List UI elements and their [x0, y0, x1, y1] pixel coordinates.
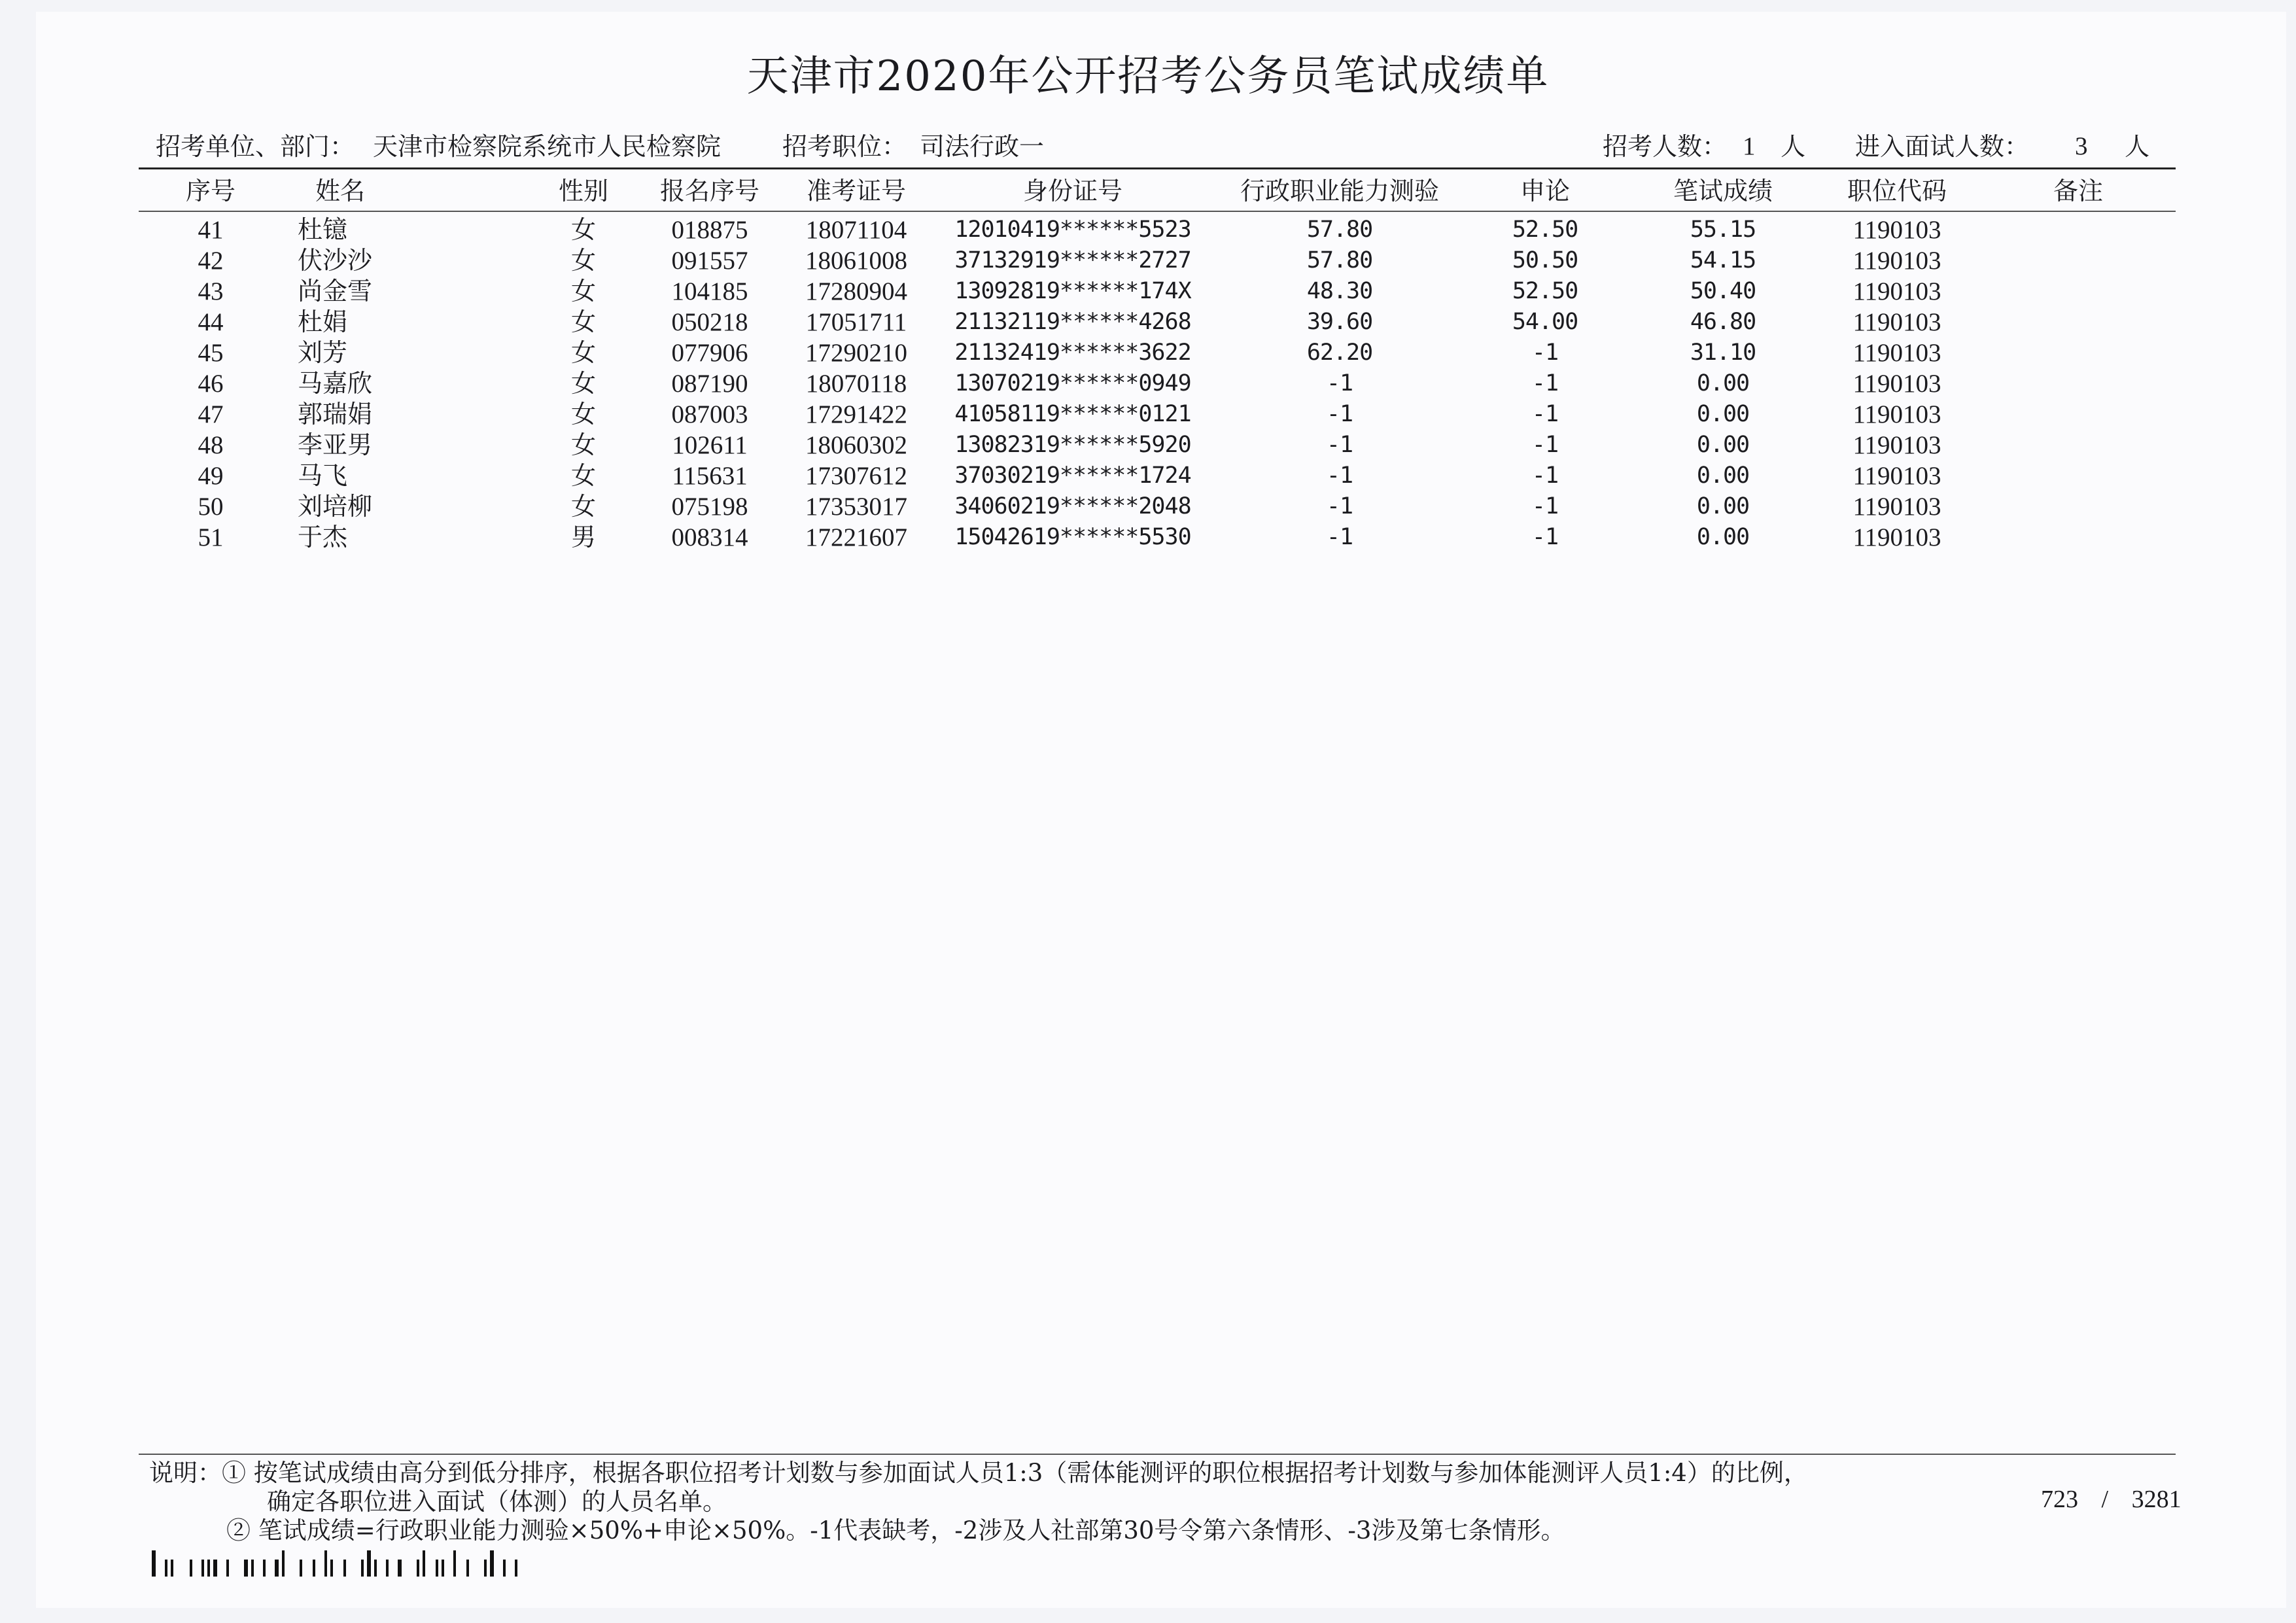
cell-gender: 女 — [570, 430, 596, 459]
cell-remark — [2029, 491, 2127, 522]
cell-xingce: 57.80 — [1306, 217, 1373, 243]
cell-reg-no: 091557 — [671, 247, 748, 275]
header-seq: 序号 — [185, 177, 235, 205]
cell-xingce: -1 — [1326, 524, 1353, 550]
cell-id-no: 37030219******1724 — [954, 462, 1191, 489]
cell-xingce: 48.30 — [1306, 278, 1373, 304]
cell-pos-code: 1190103 — [1852, 308, 1941, 336]
barcode-bar — [436, 1560, 438, 1577]
cell-xingce: -1 — [1326, 401, 1353, 427]
cell-gender: 女 — [570, 492, 596, 521]
table-row — [0, 491, 2296, 522]
barcode-bar — [453, 1550, 456, 1577]
cell-id-no: 37132919******2727 — [954, 247, 1191, 273]
page-title: 天津市2020年公开招考公务员笔试成绩单 — [746, 52, 1550, 101]
barcode-bar — [466, 1560, 469, 1577]
barcode-bar — [244, 1560, 248, 1577]
unit-label: 招考单位、部门： — [156, 132, 355, 161]
barcode-bar — [207, 1560, 210, 1577]
cell-shenlun: 52.50 — [1512, 217, 1578, 243]
recruit-count-label: 招考人数： — [1603, 132, 1728, 161]
cell-total: 54.15 — [1690, 247, 1756, 273]
table-header — [0, 173, 2296, 209]
cell-seq: 47 — [198, 400, 224, 428]
cell-pos-code: 1190103 — [1852, 493, 1941, 521]
cell-remark — [2029, 215, 2127, 245]
cell-id-no: 13070219******0949 — [954, 370, 1191, 396]
cell-ticket-no: 17353017 — [805, 493, 907, 521]
barcode-bar — [423, 1550, 425, 1577]
table-row — [0, 307, 2296, 338]
cell-name: 杜镱 — [298, 215, 348, 244]
note-line-3: ② 笔试成绩=行政职业能力测验×50%+申论×50%。-1代表缺考，-2涉及人社部第30号令第六条情形、-3涉及第七条情形。 — [226, 1516, 1565, 1544]
cell-name: 于杰 — [298, 523, 348, 551]
header-xingce: 行政职业能力测验 — [1240, 177, 1439, 205]
barcode-bar — [367, 1550, 371, 1577]
table-row — [0, 399, 2296, 430]
cell-gender: 女 — [570, 277, 596, 305]
barcode-bar — [152, 1550, 156, 1577]
table-row — [0, 461, 2296, 491]
header-total: 笔试成绩 — [1673, 177, 1773, 205]
header-pos-code: 职位代码 — [1847, 177, 1947, 205]
cell-ticket-no: 18070118 — [805, 370, 907, 398]
header-bottom-rule — [139, 211, 2176, 212]
barcode-bar — [201, 1560, 204, 1577]
cell-id-no: 21132419******3622 — [954, 340, 1191, 366]
cell-xingce: -1 — [1326, 493, 1353, 519]
cell-gender: 女 — [570, 307, 596, 336]
cell-remark — [2029, 430, 2127, 461]
cell-total: 46.80 — [1690, 309, 1756, 335]
barcode-bar — [275, 1560, 279, 1577]
cell-shenlun: -1 — [1531, 493, 1559, 519]
header-reg-no: 报名序号 — [659, 177, 759, 205]
cell-ticket-no: 17280904 — [805, 277, 907, 305]
notes — [149, 1459, 1808, 1545]
table-row — [0, 215, 2296, 245]
interview-unit: 人 — [2125, 132, 2150, 161]
cell-reg-no: 008314 — [671, 523, 748, 551]
cell-pos-code: 1190103 — [1852, 247, 1941, 275]
cell-reg-no: 104185 — [671, 277, 748, 305]
recruit-unit: 人 — [1781, 132, 1806, 161]
cell-name: 尚金雪 — [298, 277, 373, 305]
cell-seq: 49 — [198, 462, 224, 490]
cell-id-no: 34060219******2048 — [954, 493, 1191, 519]
cell-pos-code: 1190103 — [1852, 277, 1941, 305]
cell-reg-no: 087190 — [671, 370, 748, 398]
cell-xingce: 57.80 — [1306, 247, 1373, 273]
cell-gender: 女 — [570, 338, 596, 367]
cell-reg-no: 018875 — [671, 216, 748, 244]
cell-total: 0.00 — [1696, 432, 1750, 458]
cell-shenlun: 50.50 — [1512, 247, 1578, 273]
barcode-bar — [171, 1560, 173, 1577]
note-line-2: 确定各职位进入面试（体测）的人员名单。 — [267, 1488, 727, 1516]
cell-shenlun: -1 — [1531, 524, 1559, 550]
barcode-bar — [484, 1560, 487, 1577]
unit-value: 天津市检察院系统市人民检察院 — [373, 132, 722, 161]
notes-top-rule — [139, 1454, 2176, 1455]
cell-reg-no: 077906 — [671, 339, 748, 367]
cell-pos-code: 1190103 — [1852, 462, 1941, 490]
cell-xingce: 39.60 — [1306, 309, 1373, 335]
cell-gender: 女 — [570, 215, 596, 244]
header-shenlun: 申论 — [1520, 177, 1570, 205]
cell-seq: 45 — [198, 339, 224, 367]
cell-total: 0.00 — [1696, 493, 1750, 519]
barcode-bar — [374, 1560, 377, 1577]
barcode-bar — [165, 1560, 167, 1577]
cell-name: 刘芳 — [298, 338, 348, 367]
cell-remark — [2029, 399, 2127, 430]
cell-xingce: -1 — [1326, 370, 1353, 396]
cell-ticket-no: 17290210 — [805, 339, 907, 367]
cell-id-no: 15042619******5530 — [954, 524, 1191, 550]
table-row — [0, 245, 2296, 276]
cell-gender: 女 — [570, 246, 596, 275]
table-row — [0, 430, 2296, 461]
table-top-rule — [139, 167, 2176, 169]
barcode-bar — [343, 1560, 346, 1577]
barcode-bar — [313, 1560, 315, 1577]
note-line-1: 说明：① 按笔试成绩由高分到低分排序，根据各职位招考计划数与参加面试人员1:3（需体能测评的职位根据招考计划数与参加体能测评人员1:4）的比例， — [149, 1459, 1808, 1487]
header-gender: 性别 — [558, 177, 608, 205]
cell-pos-code: 1190103 — [1852, 400, 1941, 428]
barcode-image — [152, 1550, 583, 1577]
cell-ticket-no: 18060302 — [805, 431, 907, 459]
cell-remark — [2029, 276, 2127, 307]
cell-remark — [2029, 307, 2127, 338]
page-separator: / — [2101, 1486, 2109, 1513]
cell-shenlun: -1 — [1531, 462, 1559, 489]
cell-ticket-no: 17307612 — [805, 462, 907, 490]
cell-reg-no: 050218 — [671, 308, 748, 336]
cell-seq: 43 — [198, 277, 224, 305]
table-row — [0, 522, 2296, 553]
barcode-bar — [263, 1560, 266, 1577]
cell-remark — [2029, 368, 2127, 399]
cell-seq: 50 — [198, 493, 224, 521]
cell-name: 马飞 — [298, 461, 348, 490]
cell-shenlun: -1 — [1531, 340, 1559, 366]
cell-shenlun: 54.00 — [1512, 309, 1578, 335]
cell-seq: 44 — [198, 308, 224, 336]
page-total: 3281 — [2131, 1486, 2182, 1513]
barcode-bar — [361, 1560, 364, 1577]
cell-reg-no: 087003 — [671, 400, 748, 428]
header-id-no: 身份证号 — [1022, 177, 1122, 205]
cell-gender: 男 — [570, 523, 596, 551]
barcode-bar — [417, 1560, 419, 1577]
cell-total: 0.00 — [1696, 401, 1750, 427]
barcode-bar — [442, 1560, 444, 1577]
cell-shenlun: -1 — [1531, 370, 1559, 396]
cell-gender: 女 — [570, 369, 596, 398]
barcode-bar — [490, 1550, 494, 1577]
cell-id-no: 13082319******5920 — [954, 432, 1191, 458]
cell-gender: 女 — [570, 461, 596, 490]
cell-pos-code: 1190103 — [1852, 370, 1941, 398]
barcode-bar — [324, 1550, 327, 1577]
cell-total: 0.00 — [1696, 524, 1750, 550]
cell-gender: 女 — [570, 400, 596, 428]
barcode-bar — [226, 1560, 229, 1577]
cell-xingce: -1 — [1326, 432, 1353, 458]
cell-ticket-no: 18071104 — [805, 216, 907, 244]
cell-total: 0.00 — [1696, 370, 1750, 396]
barcode-bar — [300, 1560, 302, 1577]
cell-ticket-no: 17291422 — [805, 400, 907, 428]
cell-pos-code: 1190103 — [1852, 339, 1941, 367]
cell-seq: 42 — [198, 247, 224, 275]
cell-total: 55.15 — [1690, 217, 1756, 243]
position-value: 司法行政一 — [920, 132, 1045, 161]
cell-id-no: 12010419******5523 — [954, 217, 1191, 243]
cell-id-no: 13092819******174X — [954, 278, 1191, 304]
cell-seq: 41 — [198, 216, 224, 244]
barcode-bar — [251, 1560, 254, 1577]
cell-reg-no: 075198 — [671, 493, 748, 521]
cell-name: 刘培柳 — [298, 492, 373, 521]
cell-name: 马嘉欣 — [298, 369, 373, 398]
cell-seq: 51 — [198, 523, 224, 551]
interview-count: 3 — [2075, 132, 2088, 160]
barcode-bar — [515, 1560, 517, 1577]
cell-xingce: 62.20 — [1306, 340, 1373, 366]
barcode-bar — [213, 1560, 217, 1577]
header-name: 姓名 — [315, 177, 365, 205]
cell-ticket-no: 17051711 — [805, 308, 907, 336]
header-remark: 备注 — [2053, 177, 2103, 205]
recruit-count: 1 — [1743, 132, 1756, 160]
cell-id-no: 41058119******0121 — [954, 401, 1191, 427]
cell-total: 0.00 — [1696, 462, 1750, 489]
cell-remark — [2029, 245, 2127, 276]
cell-seq: 48 — [198, 431, 224, 459]
cell-remark — [2029, 461, 2127, 491]
table-row — [0, 276, 2296, 307]
cell-pos-code: 1190103 — [1852, 216, 1941, 244]
cell-shenlun: 52.50 — [1512, 278, 1578, 304]
table-row — [0, 338, 2296, 368]
cell-total: 31.10 — [1690, 340, 1756, 366]
cell-shenlun: -1 — [1531, 432, 1559, 458]
barcode-bar — [190, 1560, 192, 1577]
barcode-bar — [330, 1560, 333, 1577]
cell-reg-no: 102611 — [672, 431, 748, 459]
cell-id-no: 21132119******4268 — [954, 309, 1191, 335]
position-label: 招考职位： — [782, 132, 907, 161]
table-row — [0, 368, 2296, 399]
cell-remark — [2029, 338, 2127, 368]
page-number — [2041, 1485, 2182, 1514]
cell-xingce: -1 — [1326, 462, 1353, 489]
cell-ticket-no: 18061008 — [805, 247, 907, 275]
barcode-bar — [398, 1560, 402, 1577]
cell-name: 郭瑞娟 — [298, 400, 373, 428]
barcode-bar — [282, 1550, 285, 1577]
cell-remark — [2029, 522, 2127, 553]
interview-count-label: 进入面试人数： — [1855, 132, 2030, 161]
header-ticket-no: 准考证号 — [806, 177, 906, 205]
cell-seq: 46 — [198, 370, 224, 398]
cell-shenlun: -1 — [1531, 401, 1559, 427]
cell-name: 李亚男 — [298, 430, 373, 459]
cell-name: 伏沙沙 — [298, 246, 373, 275]
barcode-bar — [386, 1560, 389, 1577]
barcode-bar — [503, 1560, 506, 1577]
cell-reg-no: 115631 — [672, 462, 748, 490]
cell-ticket-no: 17221607 — [805, 523, 907, 551]
cell-name: 杜娟 — [298, 307, 348, 336]
cell-pos-code: 1190103 — [1852, 431, 1941, 459]
cell-pos-code: 1190103 — [1852, 523, 1941, 551]
page-current: 723 — [2041, 1486, 2078, 1513]
cell-total: 50.40 — [1690, 278, 1756, 304]
